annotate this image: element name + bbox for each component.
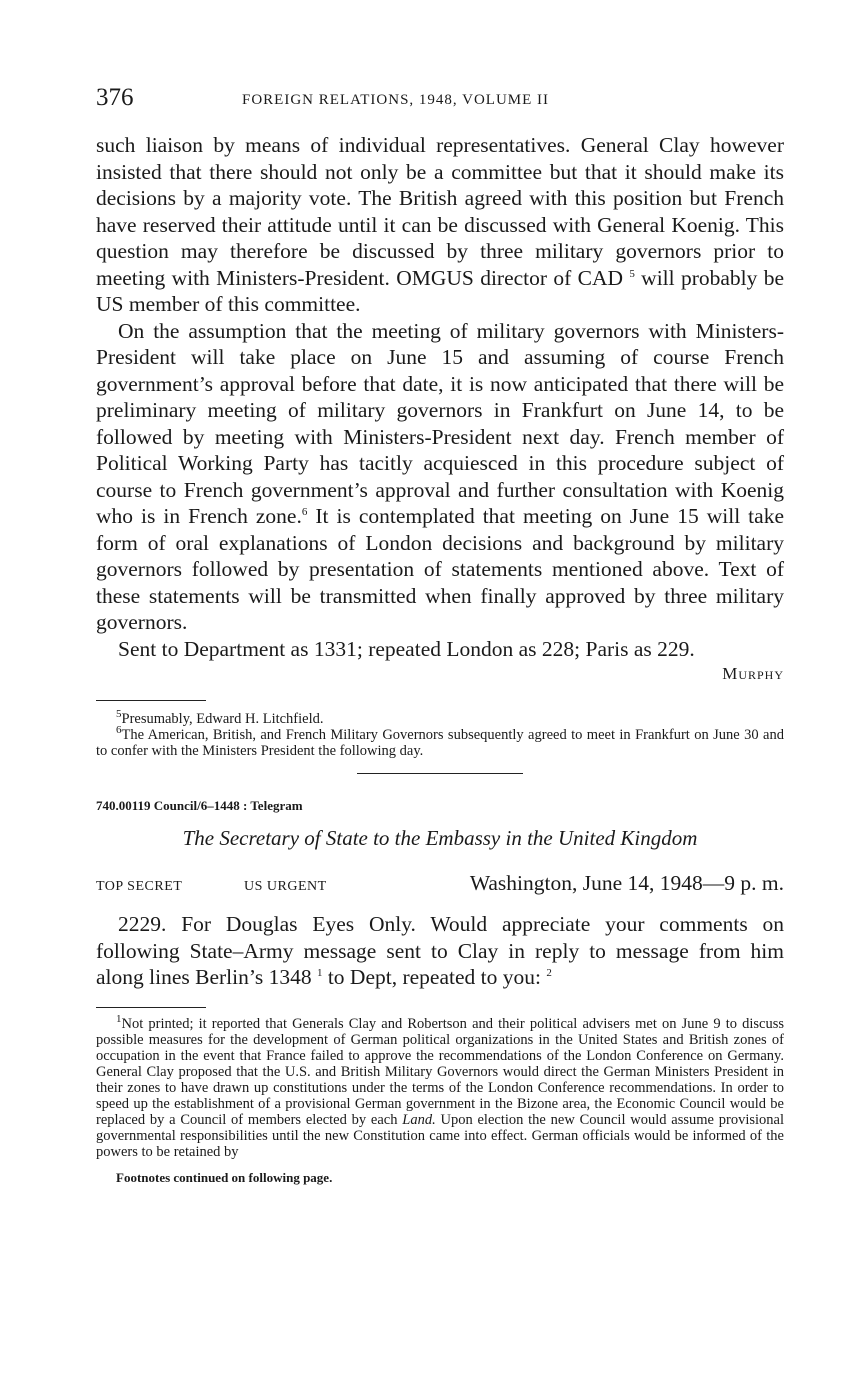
footnote-1-italic: Land. bbox=[402, 1111, 436, 1128]
signature-text: Murphy bbox=[722, 664, 784, 683]
paragraph-1 bbox=[96, 132, 784, 318]
dateline: Washington, June 14, 1948—9 p. m. bbox=[469, 871, 784, 895]
telegram-text bbox=[96, 911, 784, 991]
footnote-1-text-a: Not printed; it reported that Generals Clay and Robertson and their political advisers met on June 9 to discuss possible measures for the development of German political organizations in the United States and British zones of occupation in the event that France failed to approve the recommendations of the London Conference on Germany. General Clay proposed that the U.S. and British Military Governors would direct the German Ministers President in their zones to have drawn up constitutions under the terms of the London Conference recommendations. In order to speed up the establishment of a provisional German government in the Bizone area, the Economic Council would be replaced by a Council of members elected by each bbox=[96, 1015, 784, 1128]
page-header bbox=[96, 84, 784, 118]
footnote-6-text: The American, British, and French Military Governors subsequently agreed to meet in Frankfurt on June 30 and to confer with the Ministers President the following day. bbox=[96, 727, 784, 759]
document-page bbox=[96, 0, 784, 1380]
paragraph-2-text: On the assumption that the meeting of military governors with Ministers-President will take place on June 15 and assuming of course French government’s approval before that date, it is now anticipated that there will be preliminary meeting of military governors in Frankfurt on June 14, to be followed by meeting with Ministers-President next day. French member of Political Working Party has tacitly acquiesced in this procedure subject of course to French government’s approval and further consultation with Koenig who is in French zone. bbox=[96, 318, 784, 528]
footnote-1-marker: 1 bbox=[116, 1012, 122, 1025]
footnote-6 bbox=[96, 724, 784, 759]
footnote-5-marker: 5 bbox=[116, 708, 122, 721]
paragraph-2-end: It is contemplated that meeting on June 15 will take form of oral explanations of London decisions and background by military governors followed by presentation of statements mentioned above. Text of these statements will be transmitted when finally approved by three military governors. bbox=[96, 504, 784, 634]
footnote-6-marker: 6 bbox=[116, 724, 122, 737]
running-head: FOREIGN RELATIONS, 1948, VOLUME II bbox=[242, 92, 550, 108]
footnote-5 bbox=[96, 708, 784, 727]
footnote-5-text: Presumably, Edward H. Litchfield. bbox=[121, 711, 324, 727]
footnote-ref-2: 2 bbox=[546, 966, 552, 979]
classification-line bbox=[96, 871, 784, 901]
footnote-1 bbox=[96, 1012, 784, 1160]
paragraph-1-end: will probably be US member of this committee. bbox=[96, 265, 785, 316]
footnote-1-text-b: Upon election the new Council would assume provisional governmental responsibilities until the new Constitution came into effect. German officials would be informed of the powers to be retained by bbox=[96, 1111, 784, 1160]
main-text bbox=[96, 132, 784, 1186]
telegram-text-mid: to Dept, repeated to you: bbox=[322, 965, 541, 989]
paragraph-2 bbox=[96, 318, 784, 636]
footnotes-continued: Footnotes continued on following page. bbox=[116, 1169, 333, 1185]
footnote-divider-2 bbox=[96, 1007, 206, 1008]
page-number: 376 bbox=[96, 84, 134, 111]
classification-label: TOP SECRET bbox=[96, 879, 183, 894]
signature bbox=[96, 664, 784, 684]
section-divider bbox=[357, 773, 523, 774]
document-title: The Secretary of State to the Embassy in the United Kingdom bbox=[182, 826, 698, 850]
footnote-divider bbox=[96, 700, 206, 701]
priority-label: US URGENT bbox=[244, 879, 327, 894]
file-reference: 740.00119 Council/6–1448 : Telegram bbox=[96, 798, 303, 813]
footnote-ref-6: 6 bbox=[301, 505, 308, 518]
footnote-ref-1: 1 bbox=[316, 966, 323, 979]
paragraph-1-text: such liaison by means of individual representatives. General Clay however insisted that there should not only be a committee but that it should make its decisions by a majority vote. The British agreed with this position but French have reserved their attitude until it can be discussed with General Koenig. This question may therefore be discussed by three military governors prior to meeting with Ministers-President. OMGUS director of CAD bbox=[96, 133, 784, 290]
paragraph-3: Sent to Department as 1331; repeated London as 228; Paris as 229. bbox=[118, 636, 695, 661]
footnote-ref-5: 5 bbox=[629, 267, 635, 280]
telegram-text-main: 2229. For Douglas Eyes Only. Would appreciate your comments on following State–Army message sent to Clay in reply to message from him along lines Berlin’s 1348 bbox=[96, 912, 784, 989]
